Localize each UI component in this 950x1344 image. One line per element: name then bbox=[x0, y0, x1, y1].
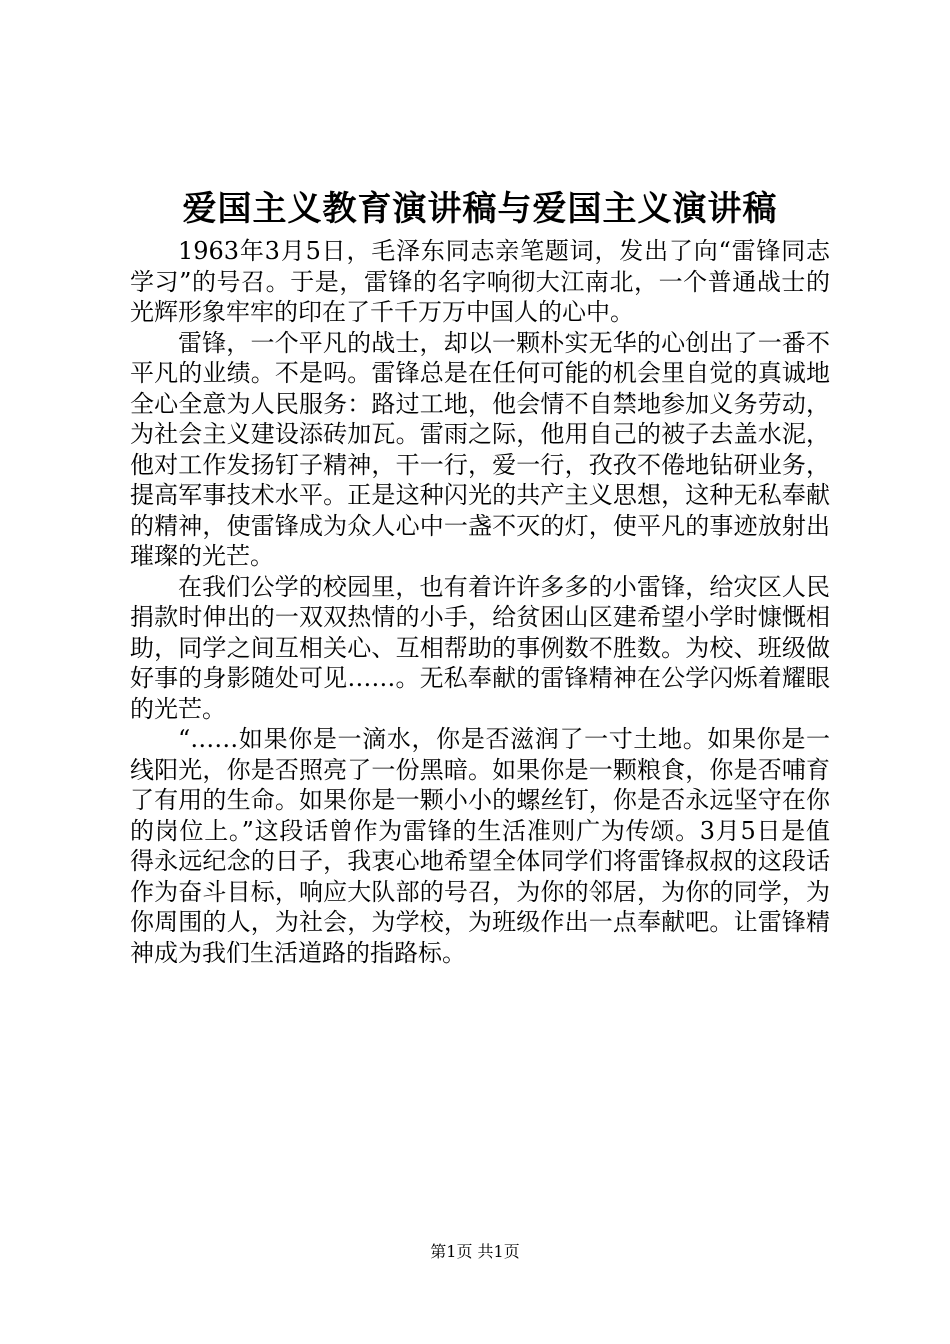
document-body bbox=[130, 236, 830, 968]
paragraph-1: 1963年3月5日，毛泽东同志亲笔题词，发出了向“雷锋同志学习”的号召。于是，雷锋的名字响彻大江南北，一个普通战士的光辉形象牢牢的印在了千千万万中国人的心中。 bbox=[130, 237, 830, 326]
page-number-footer: 第1页 共1页 bbox=[430, 1242, 520, 1261]
document-title: 爱国主义教育演讲稿与爱国主义演讲稿 bbox=[182, 189, 778, 229]
paragraph-2: 雷锋，一个平凡的战士，却以一颗朴实无华的心创出了一番不平凡的业绩。不是吗。雷锋总是在任何可能的机会里自觉的真诚地全心全意为人民服务：路过工地，他会情不自禁地参加义务劳动，为社会主义建设添砖加瓦。雷雨之际，他用自己的被子去盖水泥，他对工作发扬钉子精神，干一行，爱一行，孜孜不倦地钻研业务，提高军事技术水平。正是这种闪光的共产主义思想，这种无私奉献的精神，使雷锋成为众人心中一盏不灭的灯，使平凡的事迹放射出璀璨的光芒。 bbox=[130, 328, 830, 570]
paragraph-4: “……如果你是一滴水，你是否滋润了一寸土地。如果你是一线阳光，你是否照亮了一份黑暗。如果你是一颗粮食，你是否哺育了有用的生命。如果你是一颗小小的螺丝钉，你是否永远坚守在你的岗位上。”这段话曾作为雷锋的生活准则广为传颂。3月5日是值得永远纪念的日子，我衷心地希望全体同学们将雷锋叔叔的这段话作为奋斗目标，响应大队部的号召，为你的邻居，为你的同学，为你周围的人，为社会，为学校，为班级作出一点奉献吧。让雷锋精神成为我们生活道路的指路标。 bbox=[130, 725, 830, 967]
paragraph-3: 在我们公学的校园里，也有着许许多多的小雷锋，给灾区人民捐款时伸出的一双双热情的小手，给贫困山区建希望小学时慷慨相助，同学之间互相关心、互相帮助的事例数不胜数。为校、班级做好事的身影随处可见……。无私奉献的雷锋精神在公学闪烁着耀眼的光芒。 bbox=[130, 572, 830, 723]
